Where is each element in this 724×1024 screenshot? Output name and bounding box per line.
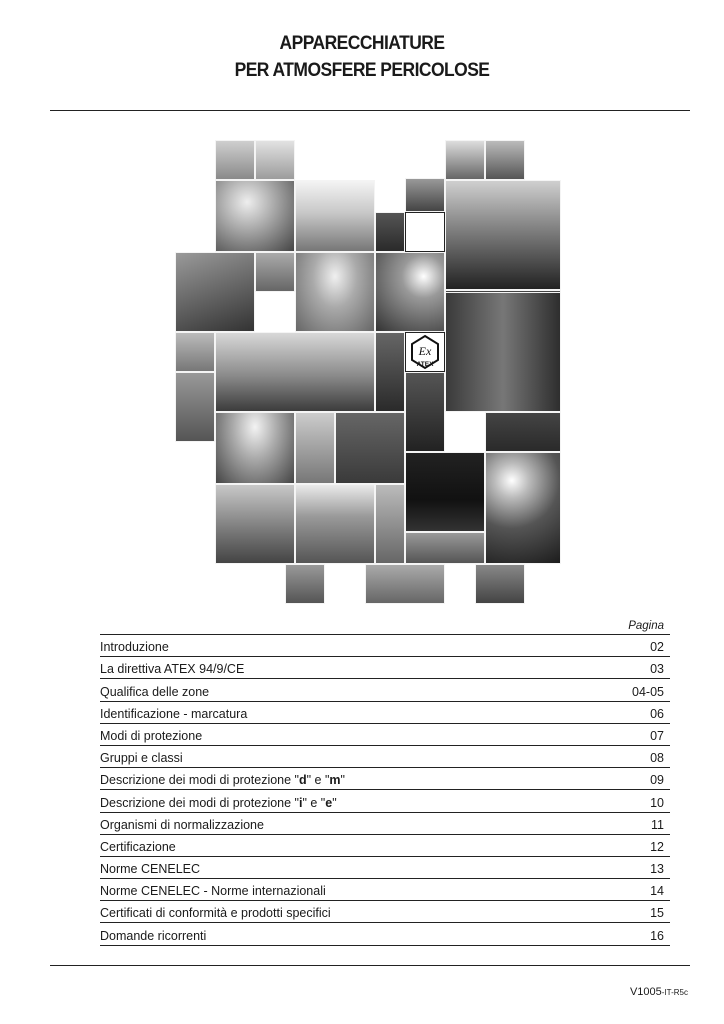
toc-item-page: 12 <box>650 839 664 854</box>
bottom-divider <box>50 965 690 966</box>
toc-item-label <box>100 751 183 765</box>
toc-item-page: 08 <box>650 751 664 766</box>
toc-item <box>100 679 670 701</box>
toc-item-label <box>100 640 169 654</box>
toc-item-page: 09 <box>650 773 664 788</box>
toc-text-part: Norme CENELEC <box>100 862 201 877</box>
toc-item-page: 02 <box>650 640 664 655</box>
photo-tile <box>335 412 405 484</box>
toc-text-part: Descrizione dei modi di protezione " <box>100 795 299 810</box>
photo-tile <box>485 452 561 564</box>
photo-tile <box>485 412 561 452</box>
toc-text-part: Domande ricorrenti <box>100 928 207 943</box>
toc-text-part: Certificazione <box>100 839 176 854</box>
document-title <box>29 30 695 84</box>
toc-item-label <box>100 729 202 743</box>
toc-text-part: " <box>332 795 337 810</box>
toc-item-page: 13 <box>650 862 664 877</box>
protection-mode-letter: d <box>298 773 307 788</box>
toc-text-part: Organismi di normalizzazione <box>100 817 264 832</box>
toc-item-label <box>100 884 326 898</box>
document-code-suffix: -IT-R5c <box>661 988 688 997</box>
photo-tile <box>175 252 255 332</box>
photo-tile <box>405 372 445 452</box>
toc-item-page: 11 <box>651 817 664 832</box>
photo-tile <box>445 292 561 412</box>
toc-item-page: 06 <box>650 706 664 721</box>
toc-item-page: 14 <box>650 884 664 899</box>
photo-tile <box>405 212 445 252</box>
photo-tile <box>445 140 485 180</box>
toc-item-label <box>100 773 345 787</box>
toc-item-label <box>100 707 247 721</box>
toc-text-part: Identificazione - marcatura <box>100 706 248 721</box>
photo-tile <box>175 332 215 372</box>
toc-item <box>100 835 670 857</box>
toc-item <box>100 657 670 679</box>
photo-tile <box>215 412 295 484</box>
photo-tile <box>375 212 405 252</box>
photo-tile <box>295 484 375 564</box>
toc-item-page: 03 <box>650 662 664 677</box>
toc-item <box>100 879 670 901</box>
photo-tile <box>365 564 445 604</box>
title-line-2: PER ATMOSFERE PERICOLOSE <box>234 60 490 81</box>
toc-text-part: " e " <box>306 773 330 788</box>
toc-item <box>100 923 670 945</box>
toc-item-label <box>100 818 264 832</box>
toc-item-page: 07 <box>650 728 664 743</box>
toc-item <box>100 702 670 724</box>
atex-logo-tile <box>405 332 445 372</box>
photo-tile <box>375 332 405 412</box>
atex-ex-hexagon-icon <box>406 333 444 371</box>
industrial-photo-collage <box>163 132 576 612</box>
toc-text-part: Norme CENELEC - Norme internazionali <box>100 884 326 899</box>
toc-header <box>100 614 670 635</box>
photo-tile <box>405 452 485 532</box>
toc-text-part: La direttiva ATEX 94/9/CE <box>100 662 245 677</box>
toc-item-label <box>100 862 200 876</box>
toc-text-part: " e " <box>302 795 326 810</box>
title-line-1: APPARECCHIATURE <box>279 33 445 54</box>
table-of-contents <box>100 614 670 946</box>
toc-item <box>100 790 670 812</box>
atex-symbol: Ex <box>418 344 432 358</box>
photo-tile <box>405 178 445 212</box>
document-code-main: V1005 <box>629 986 662 998</box>
photo-tile <box>215 484 295 564</box>
toc-item-label <box>100 906 331 920</box>
photo-tile <box>445 180 561 290</box>
top-divider <box>50 110 690 111</box>
document-code <box>630 986 688 998</box>
photo-tile <box>295 252 375 332</box>
photo-tile <box>215 140 255 180</box>
toc-rows <box>100 635 670 946</box>
toc-item <box>100 768 670 790</box>
toc-item-label <box>100 685 209 699</box>
photo-tile <box>215 332 375 412</box>
toc-item <box>100 724 670 746</box>
toc-text-part: Descrizione dei modi di protezione " <box>100 773 299 788</box>
toc-item-page: 10 <box>650 795 664 810</box>
toc-item-page: 04-05 <box>632 684 664 699</box>
toc-item-label <box>100 662 244 676</box>
atex-label: ATEX <box>416 361 434 368</box>
photo-tile <box>295 180 375 252</box>
toc-text-part: " <box>340 773 345 788</box>
photo-tile <box>375 252 445 332</box>
toc-item <box>100 813 670 835</box>
toc-text-part: Qualifica delle zone <box>100 684 210 699</box>
toc-item <box>100 635 670 657</box>
protection-mode-letter: m <box>329 773 341 788</box>
toc-item <box>100 901 670 923</box>
protection-mode-letter: e <box>325 795 333 810</box>
photo-tile <box>475 564 525 604</box>
photo-tile <box>375 484 405 564</box>
photo-tile <box>405 532 485 564</box>
photo-tile <box>295 412 335 484</box>
toc-item-label <box>100 796 337 810</box>
toc-item <box>100 857 670 879</box>
photo-tile <box>255 140 295 180</box>
photo-tile <box>215 180 295 252</box>
toc-item-label <box>100 929 206 943</box>
photo-tile <box>255 252 295 292</box>
toc-item-label <box>100 840 176 854</box>
toc-text-part: Introduzione <box>100 640 169 655</box>
toc-text-part: Modi di protezione <box>100 728 203 743</box>
toc-item-page: 16 <box>650 928 664 943</box>
photo-tile <box>485 140 525 180</box>
photo-tile <box>175 372 215 442</box>
page-column-header: Pagina <box>628 620 664 632</box>
toc-item-page: 15 <box>650 906 664 921</box>
toc-text-part: Gruppi e classi <box>100 751 183 766</box>
toc-item <box>100 746 670 768</box>
protection-mode-letter: i <box>298 795 303 810</box>
photo-tile <box>285 564 325 604</box>
toc-text-part: Certificati di conformità e prodotti specifici <box>100 906 331 921</box>
